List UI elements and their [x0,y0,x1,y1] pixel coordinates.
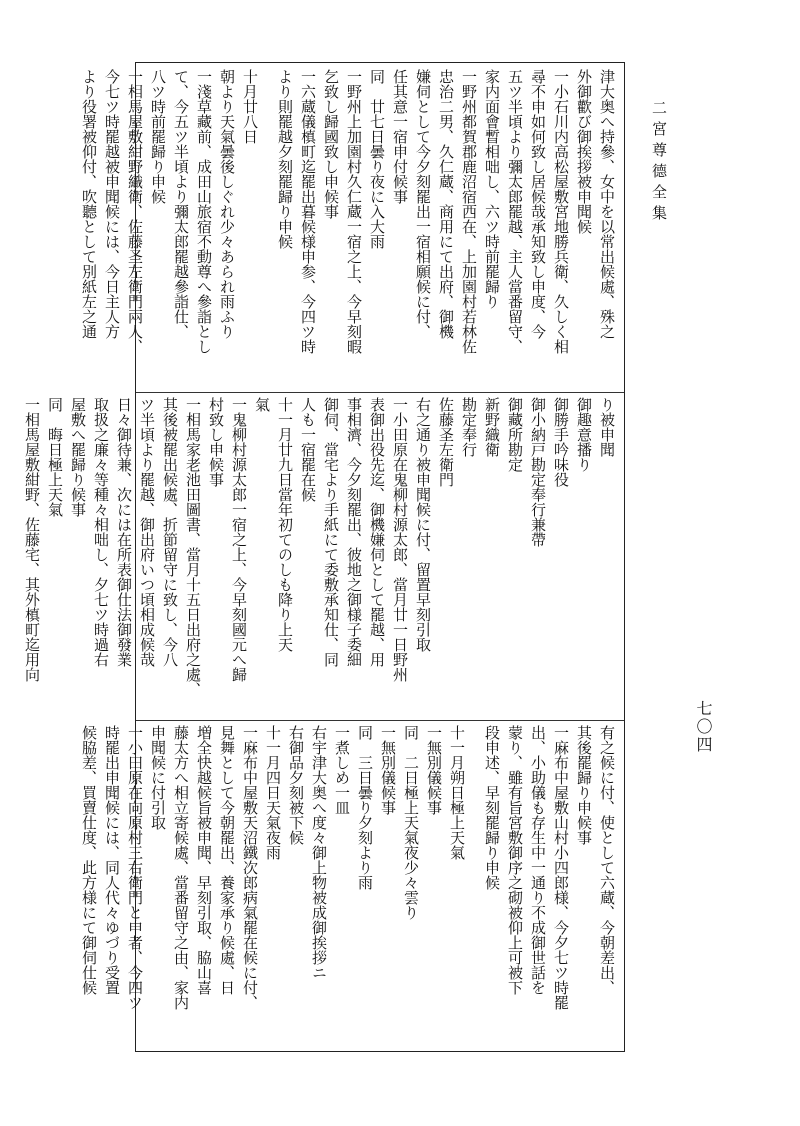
text-block-top [80,69,618,387]
text-column: 十一月廿九日當年初てのしも降り上天 [276,397,294,652]
text-column: 津大奥へ持參、女中を以常出候處、殊之 [598,69,616,339]
text-column: 事相濟、今夕刻罷出、彼地之御様子委細 [345,397,363,667]
text-column: 時罷出申聞候には、同人代々ゆづり受置 [103,725,121,995]
text-column: 氣 [253,397,271,412]
text-column: 候脇差、買賣仕度、此方様にて御伺仕候 [80,725,98,995]
text-column: 五ツ半頃より彌太郎罷越、主人當番留守、 [506,69,524,354]
text-column: 任其意一宿申付候事 [391,69,409,204]
text-column: 御小納戸勘定奉行兼帶 [529,397,547,547]
running-title: 二宮尊德全集 [650,100,668,226]
text-column: 御藏所勘定 [506,397,524,472]
text-column: より則罷越夕刻罷歸り申候 [276,69,294,249]
text-block-middle [23,397,618,715]
text-column: 一麻布中屋敷天沼鐵次郎病氣罷在候に付、 [241,725,259,1010]
text-column: 御伺、當宅より手紙にて委敷承知仕、同 [322,397,340,667]
text-column: 一小田原在向原村三右衛門と申者、今四ツ [126,725,144,1010]
text-column: 表御出役先迄、御機嫌伺として罷越、用 [368,397,386,667]
text-column: 人も一宿罷在候 [299,397,317,502]
text-column: 日々御待兼、次には在所表御仕法御發業 [115,397,133,667]
text-column: 一相馬屋敷紺野、佐藤宅、其外槙町迄用向 [23,397,41,682]
text-column: 今七ツ時罷越被申聞候には、今日主人方 [103,69,121,339]
text-column: 外御歡び御挨拶被申聞候 [575,69,593,234]
text-column: 一淺草藏前、成田山旅宿不動尊へ參詣とし [195,69,213,354]
text-column: 一野州都賀郡鹿沼宿西在、上加園村若林佐 [460,69,478,354]
text-column: 一煮しめ一皿 [333,725,351,815]
text-column: 尋不申如何致し居候哉承知致し申度、今 [529,69,547,339]
text-column: より役署被仰付、吹聽として別紙左之通 [80,69,98,339]
text-column: 村致し申候事 [207,397,225,487]
text-block-bottom [80,725,618,1045]
text-column: 家内面會暫相咄し、六ツ時前罷歸り [483,69,501,309]
text-column: 御勝手吟味役 [552,397,570,487]
text-column: ツ半頃より罷越、御出府いつ頃相成候哉 [138,397,156,667]
text-column: 有之候に付、使として六蔵、今朝差出、 [598,725,616,995]
text-column: 同 二日極上天氣夜少々雲り [402,725,420,920]
text-column: 右宇津大奥へ度々御上物被成御挨拶ニ [310,725,328,980]
text-column: 一小田原在鬼柳村源太郎、當月廿一日野州 [391,397,409,682]
text-column: 一六蔵儀槙町迄罷出暮候様申参、今四ツ時 [299,69,317,354]
text-column: 出、小助儀も存生中一通り不成御世話を [529,725,547,995]
divider-bottom [136,720,624,721]
text-column: 右御品夕刻被下候 [287,725,305,845]
text-column: 蒙り、雖有旨宮敷御序之砌被仰上可被下 [506,725,524,995]
text-column: 其後罷歸り申候事 [575,725,593,845]
text-column: 一無別儀候事 [425,725,443,815]
text-column: 増全快越候旨被申聞、早刻引取、脇山喜 [195,725,213,995]
text-column [261,69,273,387]
text-column: 八ツ時前罷歸り申候 [149,69,167,204]
text-column: 忠治二男、久仁蔵、商用にて出府、御機 [437,69,455,339]
text-column: 申聞候に付引取 [149,725,167,830]
text-column: 一野州上加園村久仁蔵一宿之上、今早刻暇 [345,69,363,354]
text-column: 十一月四日天氣夜雨 [264,725,282,860]
text-frame [23,62,625,1052]
text-column: 一相馬家老池田圖書、當月十五日出府之處、 [184,397,202,697]
text-column: 見舞として今朝罷出、養家承り候處、日 [218,725,236,995]
text-column: 十月廿八日 [241,69,259,144]
text-column: 藤太方へ相立寄候處、當番留守之由、家内 [172,725,190,1010]
text-column: 同 廿七日曇り夜に入大雨 [368,69,386,249]
text-column: 一無別儀候事 [379,725,397,815]
text-column: 一麻布中屋敷山村小四郎様、今夕七ツ時罷 [552,725,570,1010]
text-column: 朝より天氣曇後しぐれ少々あられ雨ふり [218,69,236,339]
text-column: 勘定奉行 [460,397,478,457]
text-column: 段申述、早刻罷歸り申候 [483,725,501,890]
text-column: 同 晦日極上天氣 [46,397,64,517]
text-column: 一相馬屋敷紺野織衛、佐藤圣左衛門兩人、 [126,69,144,354]
text-column: 屋敷へ罷歸り候事 [69,397,87,517]
page-number: 七〇四 [694,700,713,754]
divider-top [136,392,624,393]
text-column: 右之通り被申聞候に付、留置早刻引取 [414,397,432,652]
text-column: 一鬼柳村源太郎一宿之上、今早刻國元へ歸 [230,397,248,682]
text-column: 取扱之廉々等種々相咄し、夕七ツ時過右 [92,397,110,667]
text-column: 同 三日曇り夕刻より雨 [356,725,374,890]
text-column: 新野織衛 [483,397,501,457]
text-column: 其後被罷出候處、折節留守に致し、今八 [161,397,179,667]
text-column: り被申聞 [598,397,616,457]
text-column: 十一月朔日極上天氣 [448,725,466,860]
text-column: 乞致し歸國致し申候事 [322,69,340,219]
text-column: 嫌伺として今夕刻罷出一宿相願候に付、 [414,69,432,339]
text-column [468,725,480,1045]
text-column: て、今五ツ半頃より彌太郎罷越參詣仕、 [172,69,190,339]
text-column: 一小石川内高松屋敷宮地勝兵衛、久しく相 [552,69,570,354]
text-column: 佐藤圣左衛門 [437,397,455,487]
text-column: 御趣意播り [575,397,593,472]
